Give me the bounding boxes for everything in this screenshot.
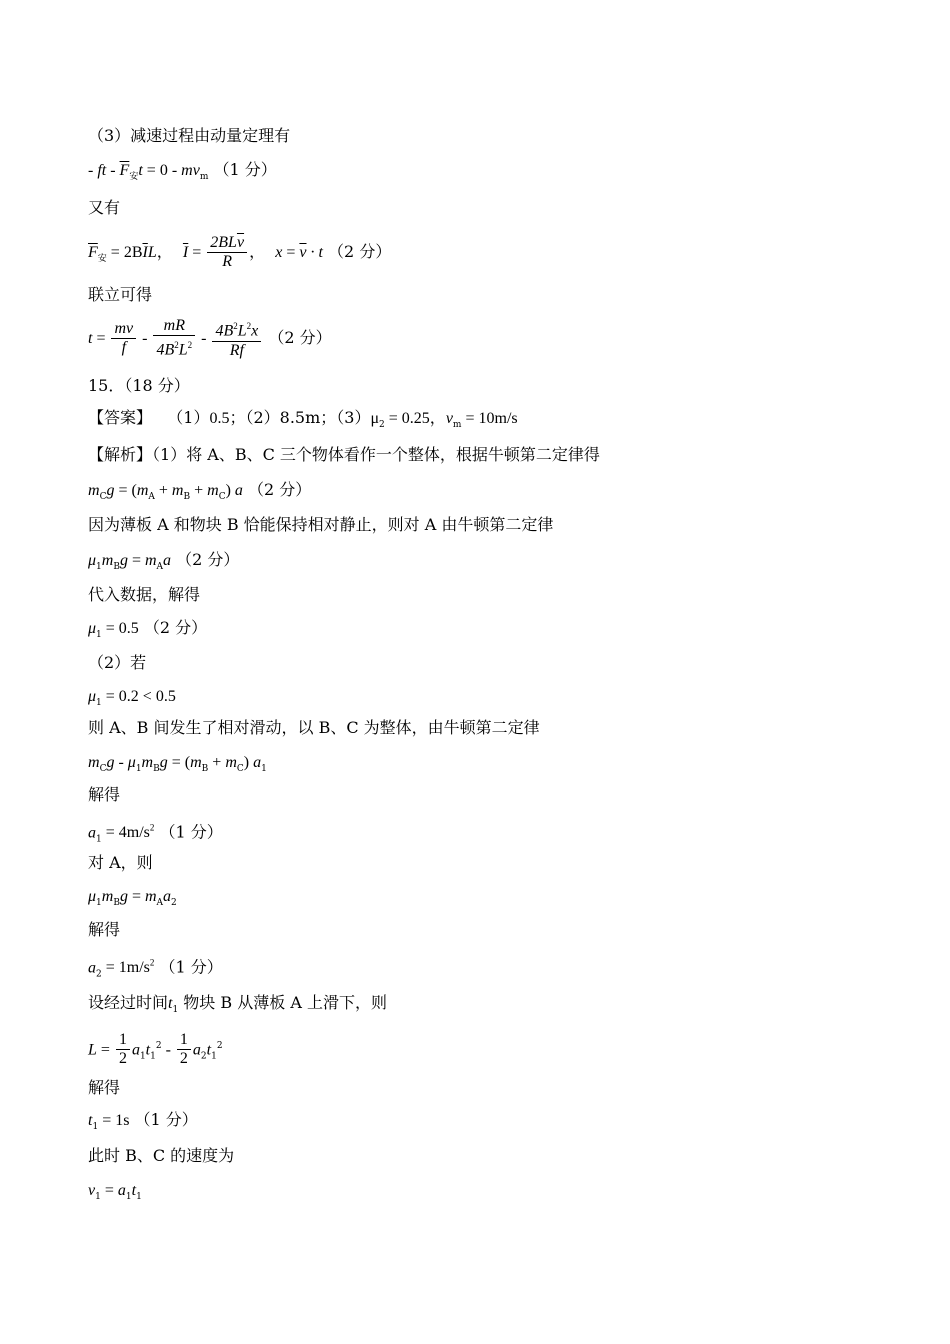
text-line: （3）减速过程由动量定理有 (88, 126, 291, 145)
formula-time: t = $\frac{mv}{f}$ - $\frac{mR}{4B^2L^2}$ - $\frac{4B^2L^2x}{Rf}$ （2 分） (88, 317, 332, 359)
score-note: （2 分） (268, 328, 332, 347)
score-note: （1 分） (213, 160, 277, 179)
formula-condition: $\mu_1 = 0.2 < 0.5$ (88, 688, 176, 709)
text-line: 解得 (88, 785, 121, 804)
formula-t1: $t_1 = 1s$ （1 分） (88, 1110, 198, 1133)
answer-label: 【答案】 (88, 408, 153, 427)
formula-v1: $v_1 = a_1t_1$ (88, 1182, 142, 1203)
formula-length: L = $\frac{1}{2}$ $a_1t_1^2$ - $\frac{1}{2}$ $a_2t_1^2$ (88, 1031, 223, 1068)
analysis-label: 【解析】 (88, 445, 153, 464)
question-number: 15．（18 分） (88, 376, 190, 395)
text-line: 联立可得 (88, 285, 153, 304)
analysis-line (88, 445, 600, 465)
formula-bc: $m_Cg - \mu_1m_Bg = (m_B + m_C)$ $a_1$ (88, 754, 267, 775)
text-line: 又有 (88, 198, 121, 217)
text-line: 此时 B、C 的速度为 (88, 1146, 235, 1165)
text-segment: 物块 B 从薄板 A 上滑下，则 (183, 993, 387, 1012)
formula-a-plate: $\mu_1m_Bg = m_Aa_2$ (88, 888, 177, 909)
answer-value: = 10m/s (461, 410, 518, 427)
score-note: （2 分） (328, 242, 392, 261)
text-line: 解得 (88, 1078, 121, 1097)
answer-symbol: μ (370, 410, 380, 427)
formula-a: $\mu_1m_Bg = m_Aa$ （2 分） (88, 550, 240, 573)
answer-value: = 0.25 (384, 410, 430, 427)
answer-symbol: v (445, 410, 453, 427)
formula-momentum: - ft - $\overline{F}_安t = 0 - mv_m$ （1 分） (88, 160, 277, 183)
text-segment: 设经过时间 (88, 993, 169, 1012)
text-line: 解得 (88, 920, 121, 939)
score-note: （1 分） (159, 957, 223, 977)
formula-whole: $m_Cg = (m_A + m_B + m_C)$ a （2 分） (88, 480, 312, 503)
answer-part: （1） (167, 408, 210, 427)
formula-a1: $a_1 = 4m/s^2$ （1 分） (88, 822, 223, 845)
formula-ampere: $\overline{F}_安 = 2B\overline{I}L$， $\overline{I}$ = $\frac{2BL\overline{v}}{R}$ ， $x = \overline{v} \cdot t$ （2 分） (88, 234, 392, 270)
score-note: （2 分） (143, 618, 208, 637)
answer-value: 0.5 (209, 410, 230, 427)
text-line: 设经过时间$t_1$ 物块 B 从薄板 A 上滑下，则 (88, 993, 387, 1016)
text-line: 代入数据，解得 (88, 585, 201, 604)
text-line: 对 A，则 (88, 853, 153, 872)
formula-a2: $a_2 = 1m/s^2$ （1 分） (88, 957, 223, 980)
answer-line: 【答案】 （1）0.5；（2）8.5m；$(3)\mu_2 = 0.25$，$v_m = 10m/s$ (88, 408, 518, 431)
analysis-text: （1）将 A、B、C 三个物体看作一个整体，根据牛顿第二定律得 (152, 445, 600, 464)
formula-mu1: $\mu_1 = 0.5$ （2 分） (88, 618, 208, 641)
score-note: （2 分） (176, 550, 240, 569)
score-note: （1 分） (134, 1110, 198, 1129)
text-line: 则 A、B 间发生了相对滑动，以 B、C 为整体，由牛顿第二定律 (88, 718, 540, 737)
text-line: 因为薄板 A 和物块 B 恰能保持相对静止，则对 A 由牛顿第二定律 (88, 515, 554, 534)
score-note: （2 分） (248, 480, 312, 499)
text-line: （2）若 (88, 653, 147, 672)
score-note: （1 分） (159, 822, 223, 842)
answer-part: ；（2）8.5m；（3） (229, 408, 371, 427)
